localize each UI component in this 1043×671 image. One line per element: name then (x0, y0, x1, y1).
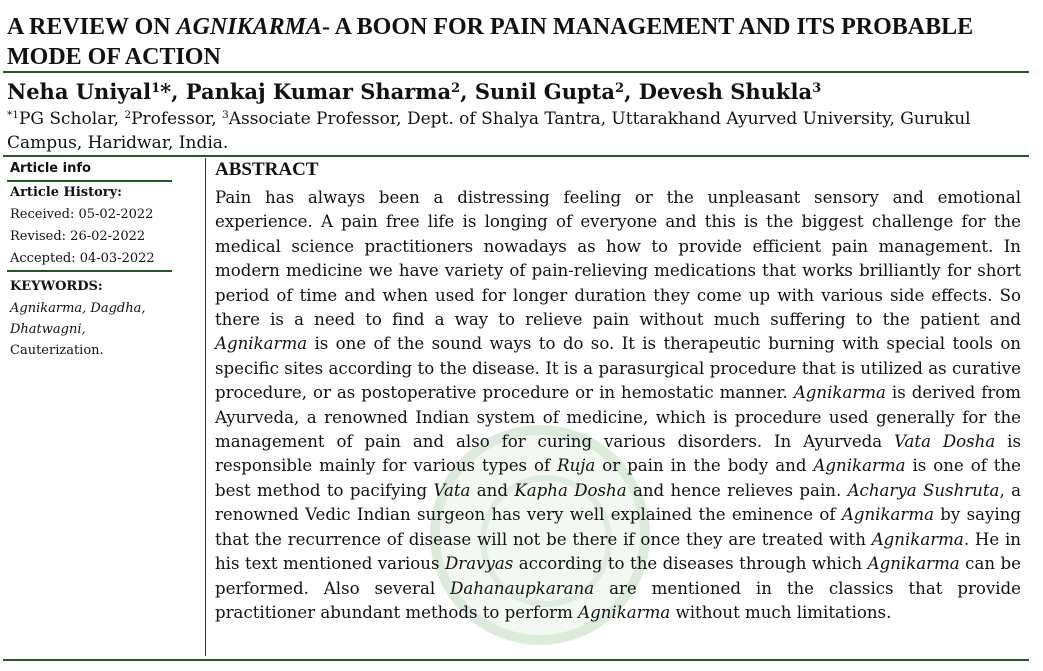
header-divider (3, 155, 1029, 157)
abstract-text: by saying that the recurrence of disease will not be there if once they are treated with (215, 505, 1021, 549)
author-affiliation-mark: 3 (812, 80, 822, 96)
abstract-text: can be performed. Also several (215, 554, 1021, 598)
footer-divider (3, 659, 1029, 661)
info-divider-2 (7, 270, 172, 272)
article-info-panel (7, 158, 175, 361)
title-divider (3, 71, 1029, 73)
author-name: Neha Uniyal (7, 79, 152, 104)
article-info-heading: Article info (10, 161, 91, 176)
received-date: Received: 05-02-2022 (10, 207, 154, 222)
corresponding-star: * (160, 79, 172, 104)
keywords-list: Agnikarma, Dagdha, Dhatwagni, Cauterization. (10, 301, 146, 358)
abstract-text: is derived from Ayurveda, a renowned Indian system of medicine, which is procedure used generally for the management of pain and also for curing various disorders. In Ayurveda (215, 383, 1021, 452)
abstract-term: Vata (433, 480, 471, 500)
abstract-text: and (470, 480, 515, 500)
affiliation: $^{*1}$PG Scholar, $^2$Professor, $^3$Associate Professor, Dept. of Shalya Tantra, Uttarakhand Ayurved University, Gurukul Campus, Haridwar, India. (7, 109, 971, 153)
abstract-text: . He in his text mentioned various (215, 529, 1021, 574)
paper-title: A REVIEW ON AGNIKARMA- A BOON FOR PAIN MANAGEMENT AND ITS PROBABLE MODE OF ACTION (7, 14, 974, 70)
abstract-term: Agnikarma (215, 334, 308, 354)
accepted-date: Accepted: 04-03-2022 (10, 251, 155, 266)
abstract-text: without much limitations. (670, 602, 892, 622)
column-divider (205, 158, 206, 656)
author-affiliation-mark: 1 (151, 80, 161, 96)
author-name: Sunil Gupta (474, 79, 615, 104)
abstract-text: according to the diseases through which (513, 554, 868, 574)
abstract-text: is responsible mainly for various types of (215, 432, 1021, 476)
abstract-term: Ruja (557, 456, 596, 476)
abstract-term: Acharya Sushruta (847, 480, 1000, 500)
abstract-text: , a renowned Vedic Indian surgeon has very well explained the eminence of (215, 480, 1021, 525)
abstract-text: Pain has always been a distressing feeling or the unpleasant sensory and emotional experience. A pain free life is longing of everyone and this is the biggest challenge for the medical science practitioners nowadays as how to provide efficient pain management. In modern medicine we have variety of pain-relieving medications that works brilliantly for short period of time and when used for longer duration they come up with various side effects. So there is a need to find a way to relieve pain without much suffering to the patient and (215, 188, 1021, 330)
abstract-text: is one of the best method to pacifying (215, 456, 1021, 500)
abstract-text: or pain in the body and (595, 456, 814, 476)
abstract-term: Agnikarma (578, 602, 671, 622)
author-name: Devesh Shukla (638, 79, 813, 104)
abstract-term: Agnikarma (813, 456, 906, 476)
abstract-term: Agnikarma (871, 529, 964, 549)
abstract-heading: ABSTRACT (215, 159, 319, 180)
abstract-term: Agnikarma (841, 505, 934, 525)
abstract-term: Agnikarma (793, 383, 886, 403)
author-list: Neha Uniyal$^1$*, Pankaj Kumar Sharma$^2$, Sunil Gupta$^2$, Devesh Shukla$^3$ (7, 79, 822, 104)
abstract-text: are mentioned in the classics that provide practitioner abundant methods to perform (215, 578, 1021, 622)
author-affiliation-mark: 2 (615, 80, 625, 96)
abstract-text: and hence relieves pain. (626, 480, 848, 500)
author-affiliation-mark: 2 (451, 80, 461, 96)
history-label: Article History: (10, 185, 122, 200)
abstract-term: Dahanaupkarana (450, 578, 595, 598)
abstract-term: Agnikarma (867, 554, 960, 574)
abstract-term: Vata Dosha (894, 432, 996, 452)
revised-date: Revised: 26-02-2022 (10, 229, 146, 244)
keywords-heading: KEYWORDS: (10, 279, 103, 294)
author-name: Pankaj Kumar Sharma (185, 79, 452, 104)
abstract-text: is one of the sound ways to do so. It is therapeutic burning with special tools on specific sites according to the disease. It is a parasurgical procedure that is utilized as curative procedure, or as postoperative procedure or in hemostatic manner. (215, 334, 1021, 403)
abstract-body (215, 186, 1021, 625)
abstract-term: Dravyas (444, 554, 514, 574)
abstract-term: Kapha Dosha (514, 480, 627, 500)
